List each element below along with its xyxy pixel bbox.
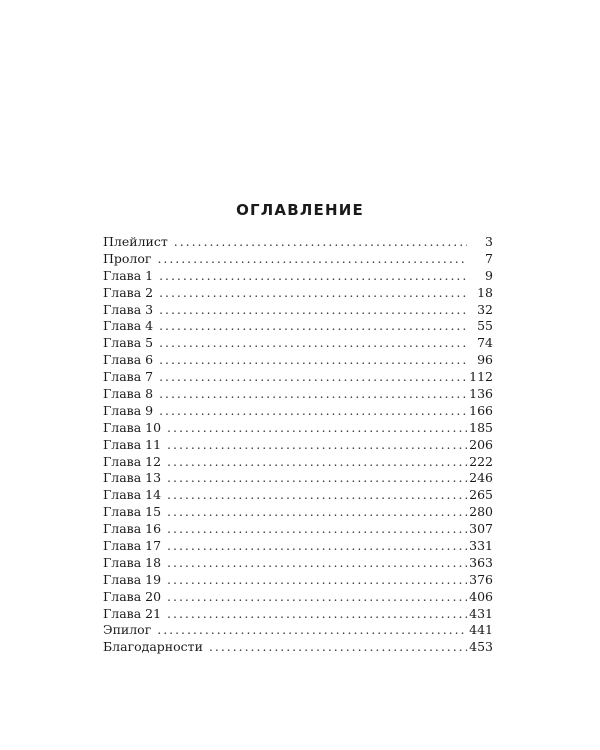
dot-leader (159, 302, 467, 319)
toc-entry-label: Глава 12 (103, 453, 162, 469)
toc-entry-page: 7 (485, 250, 493, 266)
dot-leader (159, 369, 467, 386)
dot-leader (167, 420, 467, 437)
toc-entry (103, 437, 493, 454)
toc-entry (103, 589, 493, 606)
dot-leader (159, 403, 467, 420)
toc-entry-page: 18 (477, 284, 493, 300)
dot-leader (167, 504, 467, 521)
toc-entry-label: Глава 16 (103, 521, 162, 537)
toc-entry (103, 251, 493, 268)
toc-list (103, 234, 493, 656)
toc-entry-page: 453 (469, 639, 493, 655)
toc-entry-label: Глава 3 (103, 301, 154, 317)
toc-entry-label: Глава 21 (103, 605, 162, 621)
toc-entry-page: 307 (469, 521, 493, 537)
toc-entry-label: Эпилог (103, 622, 152, 638)
toc-entry-label: Глава 4 (103, 318, 154, 334)
dot-leader (159, 285, 467, 302)
toc-title: ОГЛАВЛЕНИЕ (236, 201, 364, 220)
toc-entry (103, 403, 493, 420)
toc-entry-page: 74 (477, 335, 493, 351)
toc-entry-page: 222 (469, 453, 493, 469)
toc-entry (103, 302, 493, 319)
toc-entry-page: 246 (469, 470, 493, 486)
toc-entry-page: 166 (469, 402, 493, 418)
dot-leader (159, 318, 467, 335)
toc-entry-page: 406 (469, 588, 493, 604)
dot-leader (167, 555, 467, 572)
toc-entry-label: Глава 11 (103, 436, 162, 452)
toc-entry (103, 606, 493, 623)
dot-leader (167, 437, 467, 454)
dot-leader (167, 454, 467, 471)
dot-leader (159, 386, 467, 403)
toc-entry (103, 639, 493, 656)
toc-entry-page: 32 (477, 301, 493, 317)
toc-entry-page: 3 (485, 234, 493, 249)
dot-leader (157, 622, 467, 639)
dot-leader (159, 268, 467, 285)
toc-entry-label: Глава 18 (103, 554, 162, 570)
toc-entry (103, 335, 493, 352)
dot-leader (167, 572, 467, 589)
toc-entry-page: 265 (469, 487, 493, 503)
dot-leader (167, 538, 467, 555)
toc-entry-label: Глава 17 (103, 538, 162, 554)
toc-entry (103, 386, 493, 403)
toc-entry-page: 136 (469, 386, 493, 402)
toc-entry (103, 420, 493, 437)
toc-entry (103, 572, 493, 589)
toc-entry-page: 96 (477, 352, 493, 368)
toc-entry (103, 318, 493, 335)
dot-leader (159, 335, 467, 352)
dot-leader (209, 639, 467, 656)
toc-entry (103, 504, 493, 521)
toc-entry-label: Глава 1 (103, 267, 154, 283)
toc-entry-page: 9 (485, 267, 493, 283)
dot-leader (167, 470, 467, 487)
toc-entry-label: Глава 10 (103, 419, 162, 435)
dot-leader (167, 606, 467, 623)
toc-entry (103, 454, 493, 471)
toc-entry-label: Глава 20 (103, 588, 162, 604)
toc-entry (103, 369, 493, 386)
toc-entry (103, 487, 493, 504)
toc-entry-page: 431 (469, 605, 493, 621)
toc-entry-label: Благодарности (103, 639, 203, 655)
toc-entry (103, 555, 493, 572)
toc-entry-label: Глава 8 (103, 386, 154, 402)
toc-entry-page: 112 (469, 369, 493, 385)
toc-entry-label: Глава 2 (103, 284, 154, 300)
dot-leader (167, 521, 467, 538)
dot-leader (167, 487, 467, 504)
toc-entry-page: 331 (469, 538, 493, 554)
toc-entry (103, 268, 493, 285)
dot-leader (159, 352, 467, 369)
toc-entry (103, 622, 493, 639)
toc-entry-page: 185 (469, 419, 493, 435)
toc-entry-label: Глава 7 (103, 369, 154, 385)
toc-entry (103, 352, 493, 369)
toc-entry-page: 280 (469, 504, 493, 520)
toc-entry (103, 521, 493, 538)
toc-entry-label: Глава 19 (103, 571, 162, 587)
toc-entry-label: Глава 13 (103, 470, 162, 486)
dot-leader (157, 251, 467, 268)
toc-entry-page: 363 (469, 554, 493, 570)
toc-entry-label: Глава 5 (103, 335, 154, 351)
toc-entry-page: 206 (469, 436, 493, 452)
toc-entry-page: 376 (469, 571, 493, 587)
toc-entry (103, 538, 493, 555)
toc-entry-page: 441 (469, 622, 493, 638)
dot-leader (167, 589, 467, 606)
toc-entry (103, 470, 493, 487)
toc-entry-label: Глава 15 (103, 504, 162, 520)
toc-entry-page: 55 (477, 318, 493, 334)
toc-entry (103, 234, 493, 251)
toc-entry-label: Плейлист (103, 234, 168, 249)
toc-entry-label: Глава 6 (103, 352, 154, 368)
toc-entry (103, 285, 493, 302)
toc-entry-label: Пролог (103, 250, 152, 266)
toc-entry-label: Глава 14 (103, 487, 162, 503)
dot-leader (174, 234, 467, 251)
toc-entry-label: Глава 9 (103, 402, 154, 418)
